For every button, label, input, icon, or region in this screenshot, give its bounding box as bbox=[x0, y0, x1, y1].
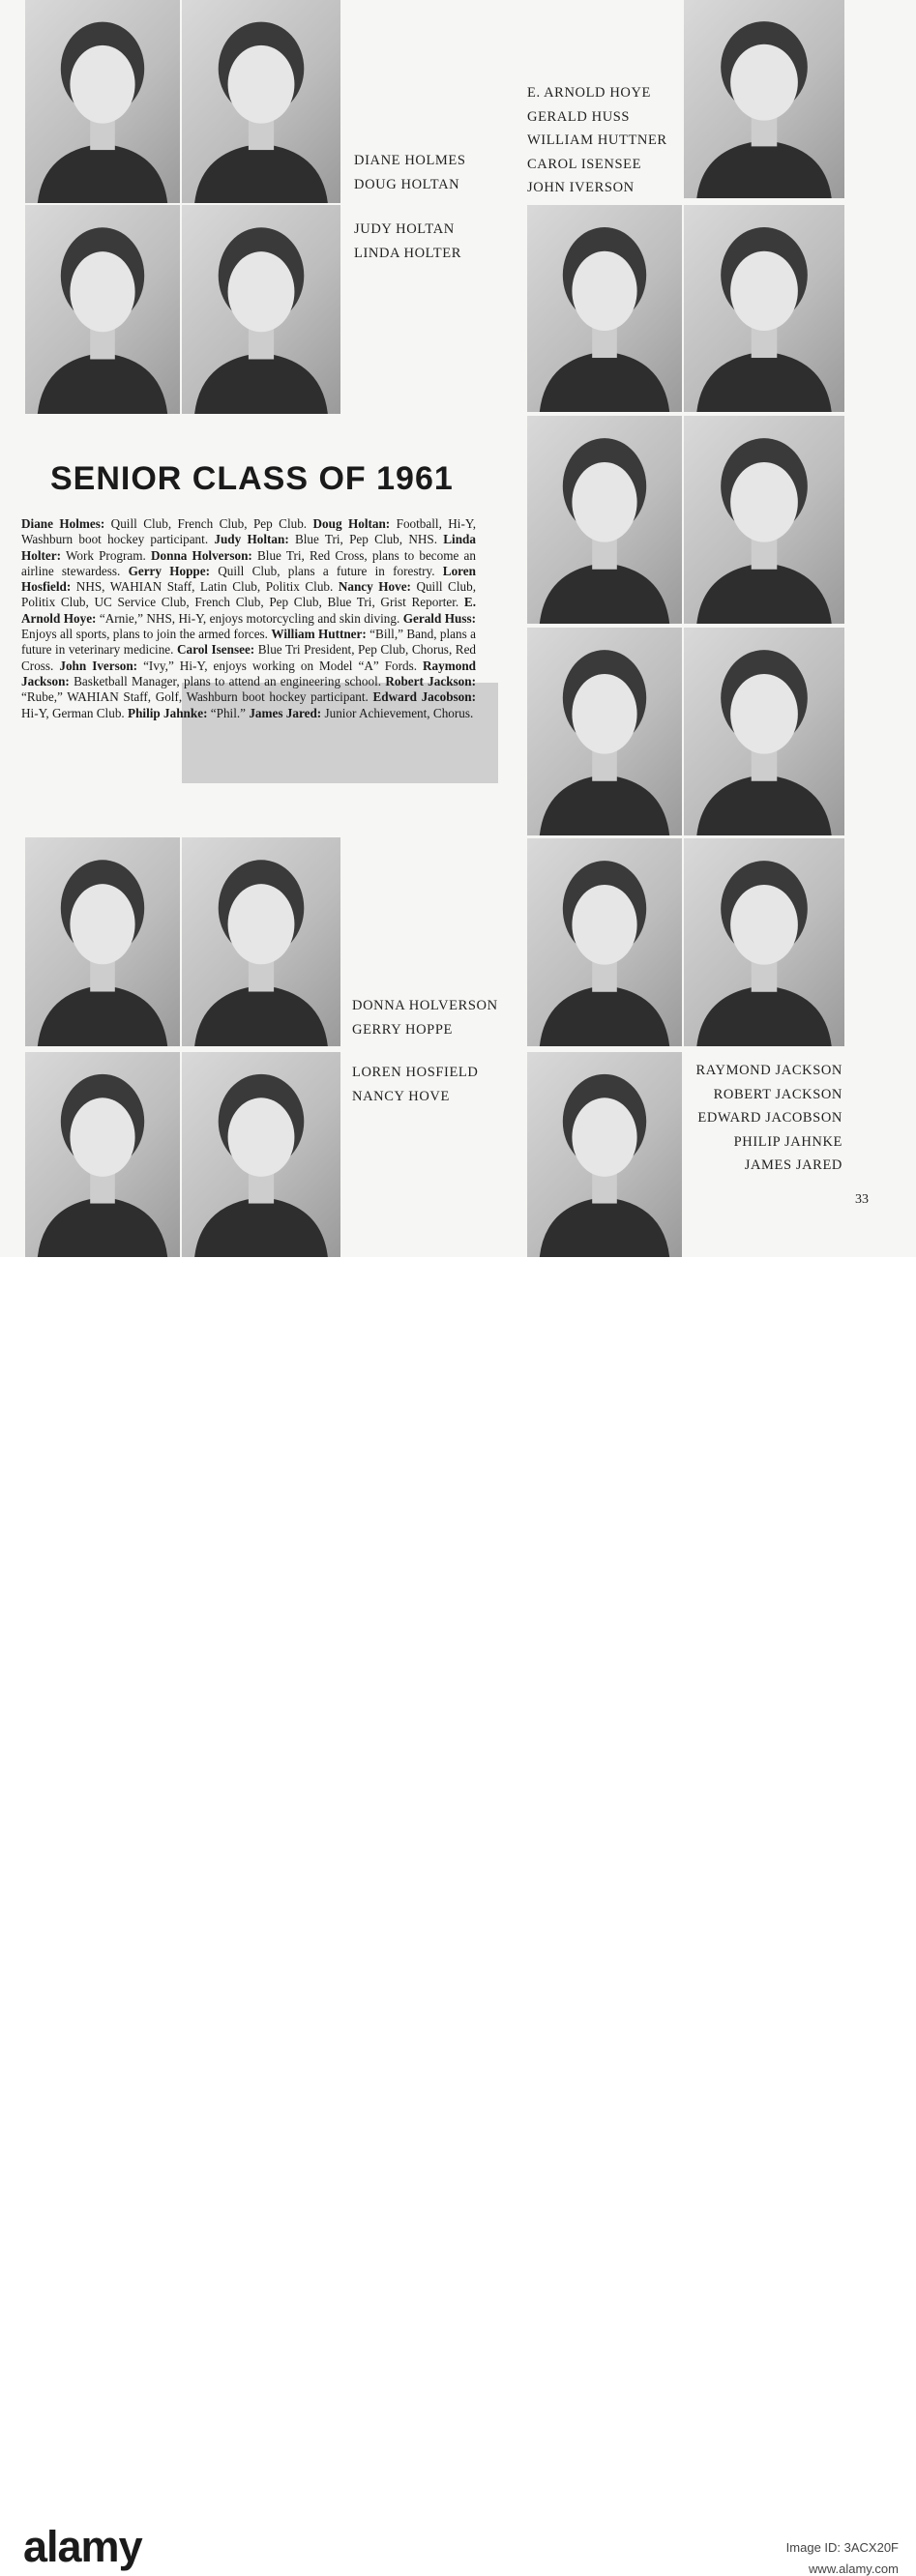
student-name: CAROL ISENSEE bbox=[527, 156, 642, 172]
student-name-bold: Loren Hosfield: bbox=[21, 563, 476, 595]
student-name-bold: Judy Holtan: bbox=[214, 532, 289, 547]
student-name-bold: E. Arnold Hoye: bbox=[21, 595, 476, 626]
student-name-bold: Gerry Hoppe: bbox=[128, 563, 210, 578]
student-name: WILLIAM HUTTNER bbox=[527, 132, 667, 148]
student-name: PHILIP JAHNKE bbox=[733, 1133, 842, 1150]
name-caption bbox=[354, 149, 466, 196]
student-name: DIANE HOLMES bbox=[354, 153, 466, 168]
portrait-photo bbox=[182, 0, 340, 203]
student-activities: Basketball Manager, plans to attend an engineering school. bbox=[69, 673, 386, 688]
portrait-silhouette bbox=[182, 1052, 340, 1257]
student-name: RAYMOND JACKSON bbox=[695, 1063, 842, 1078]
student-activities: “Ivy,” Hi-Y, enjoys working on Model “A” Fords. bbox=[137, 658, 424, 673]
portrait-silhouette bbox=[527, 205, 682, 412]
student-activities: “Arnie,” NHS, Hi-Y, enjoys motorcycling and skin diving. bbox=[96, 610, 403, 626]
student-name: DONNA HOLVERSON bbox=[352, 998, 498, 1013]
portrait-photo bbox=[527, 1052, 682, 1257]
student-name-bold: Edward Jacobson: bbox=[372, 689, 476, 705]
student-activities: Hi-Y, German Club. bbox=[21, 705, 129, 720]
student-name: NANCY HOVE bbox=[352, 1088, 450, 1104]
student-name-bold: James Jared: bbox=[249, 705, 322, 720]
student-name-bold: John Iverson: bbox=[59, 658, 138, 673]
portrait-silhouette bbox=[25, 837, 180, 1046]
student-activities: Enjoys all sports, plans to join the armed forces. bbox=[21, 627, 272, 642]
portrait-silhouette bbox=[25, 0, 180, 203]
page-number: 33 bbox=[855, 1192, 869, 1207]
portrait-photo bbox=[684, 0, 844, 198]
portrait-photo bbox=[182, 205, 340, 414]
student-activities: Blue Tri President, Pep Club, Chorus, Red Cross. bbox=[21, 642, 477, 673]
student-name-bold: Raymond Jackson: bbox=[21, 658, 476, 688]
brand-logo: alamy bbox=[23, 2522, 142, 2571]
student-name: E. ARNOLD HOYE bbox=[527, 85, 652, 101]
student-activities: Quill Club, Politix Club, UC Service Club, French Club, Pep Club, Blue Tri, Grist Reporter. bbox=[21, 579, 476, 610]
portrait-photo bbox=[684, 416, 844, 624]
student-activities: “Phil.” bbox=[207, 705, 250, 720]
portrait-silhouette bbox=[684, 0, 844, 198]
student-name: ROBERT JACKSON bbox=[713, 1086, 842, 1102]
student-activities: Junior Achievement, Chorus. bbox=[321, 705, 474, 720]
portrait-photo bbox=[25, 0, 180, 203]
student-name: JAMES JARED bbox=[744, 1157, 842, 1173]
portrait-silhouette bbox=[684, 205, 844, 412]
student-name-bold: Gerald Huss: bbox=[402, 610, 476, 626]
portrait-silhouette bbox=[684, 838, 844, 1046]
page-heading: SENIOR CLASS OF 1961 bbox=[50, 460, 454, 497]
student-activities: “Bill,” Band, plans a future in veterinary medicine. bbox=[21, 627, 476, 658]
student-name: EDWARD JACOBSON bbox=[697, 1110, 842, 1126]
student-activities: “Rube,” WAHIAN Staff, Golf, Washburn boot hockey participant. bbox=[21, 689, 373, 705]
portrait-photo bbox=[527, 205, 682, 412]
student-name: LINDA HOLTER bbox=[354, 245, 461, 261]
portrait-silhouette bbox=[25, 205, 180, 414]
student-name: GERRY HOPPE bbox=[352, 1021, 453, 1038]
portrait-silhouette bbox=[527, 1052, 682, 1257]
portrait-photo bbox=[684, 838, 844, 1046]
portrait-silhouette bbox=[182, 837, 340, 1046]
portrait-photo bbox=[527, 416, 682, 624]
bio-paragraph bbox=[21, 516, 476, 721]
portrait-photo bbox=[25, 837, 180, 1046]
student-activities: NHS, WAHIAN Staff, Latin Club, Politix Club. bbox=[71, 579, 339, 595]
name-caption bbox=[527, 81, 667, 200]
portrait-photo bbox=[182, 1052, 340, 1257]
name-caption bbox=[352, 994, 498, 1041]
student-name-bold: Donna Holverson: bbox=[151, 547, 252, 563]
student-activities: Football, Hi-Y, Washburn boot hockey participant. bbox=[21, 516, 476, 547]
name-caption bbox=[352, 1061, 478, 1108]
student-activities: Quill Club, plans a future in forestry. bbox=[210, 563, 443, 578]
portrait-photo bbox=[182, 837, 340, 1046]
site-url: www.alamy.com bbox=[809, 2561, 899, 2576]
portrait-silhouette bbox=[182, 205, 340, 414]
student-activities: Blue Tri, Pep Club, NHS. bbox=[288, 532, 444, 547]
student-name-bold: Robert Jackson: bbox=[385, 673, 476, 688]
portrait-photo bbox=[684, 205, 844, 412]
student-name: DOUG HOLTAN bbox=[354, 176, 460, 192]
watermark-footer bbox=[0, 1257, 916, 2576]
student-name-bold: Philip Jahnke: bbox=[128, 705, 208, 720]
name-caption bbox=[696, 1059, 842, 1178]
student-activities: Work Program. bbox=[61, 547, 151, 563]
portrait-silhouette bbox=[527, 838, 682, 1046]
student-activities: Quill Club, French Club, Pep Club. bbox=[104, 516, 313, 531]
student-name-bold: Diane Holmes: bbox=[21, 516, 105, 531]
image-id: Image ID: 3ACX20F bbox=[785, 2540, 899, 2555]
student-name-bold: Carol Isensee: bbox=[176, 642, 255, 658]
portrait-photo bbox=[527, 628, 682, 835]
portrait-photo bbox=[25, 1052, 180, 1257]
student-name-bold: William Huttner: bbox=[271, 627, 367, 642]
student-name: JUDY HOLTAN bbox=[354, 221, 455, 237]
student-activities: Blue Tri, Red Cross, plans to become an airline stewardess. bbox=[21, 547, 476, 578]
portrait-silhouette bbox=[527, 416, 682, 624]
student-name-bold: Nancy Hove: bbox=[338, 579, 411, 595]
portrait-silhouette bbox=[527, 628, 682, 835]
student-name-bold: Doug Holtan: bbox=[312, 516, 391, 531]
student-name: LOREN HOSFIELD bbox=[352, 1065, 479, 1080]
yearbook-page bbox=[0, 0, 916, 1257]
student-name: JOHN IVERSON bbox=[527, 180, 635, 195]
portrait-photo bbox=[527, 838, 682, 1046]
student-name-bold: Linda Holter: bbox=[21, 532, 476, 563]
portrait-photo bbox=[25, 205, 180, 414]
portrait-silhouette bbox=[684, 628, 844, 835]
student-name: GERALD HUSS bbox=[527, 108, 631, 125]
portrait-silhouette bbox=[182, 0, 340, 203]
portrait-silhouette bbox=[25, 1052, 180, 1257]
portrait-silhouette bbox=[684, 416, 844, 624]
portrait-photo bbox=[684, 628, 844, 835]
name-caption bbox=[354, 218, 461, 265]
